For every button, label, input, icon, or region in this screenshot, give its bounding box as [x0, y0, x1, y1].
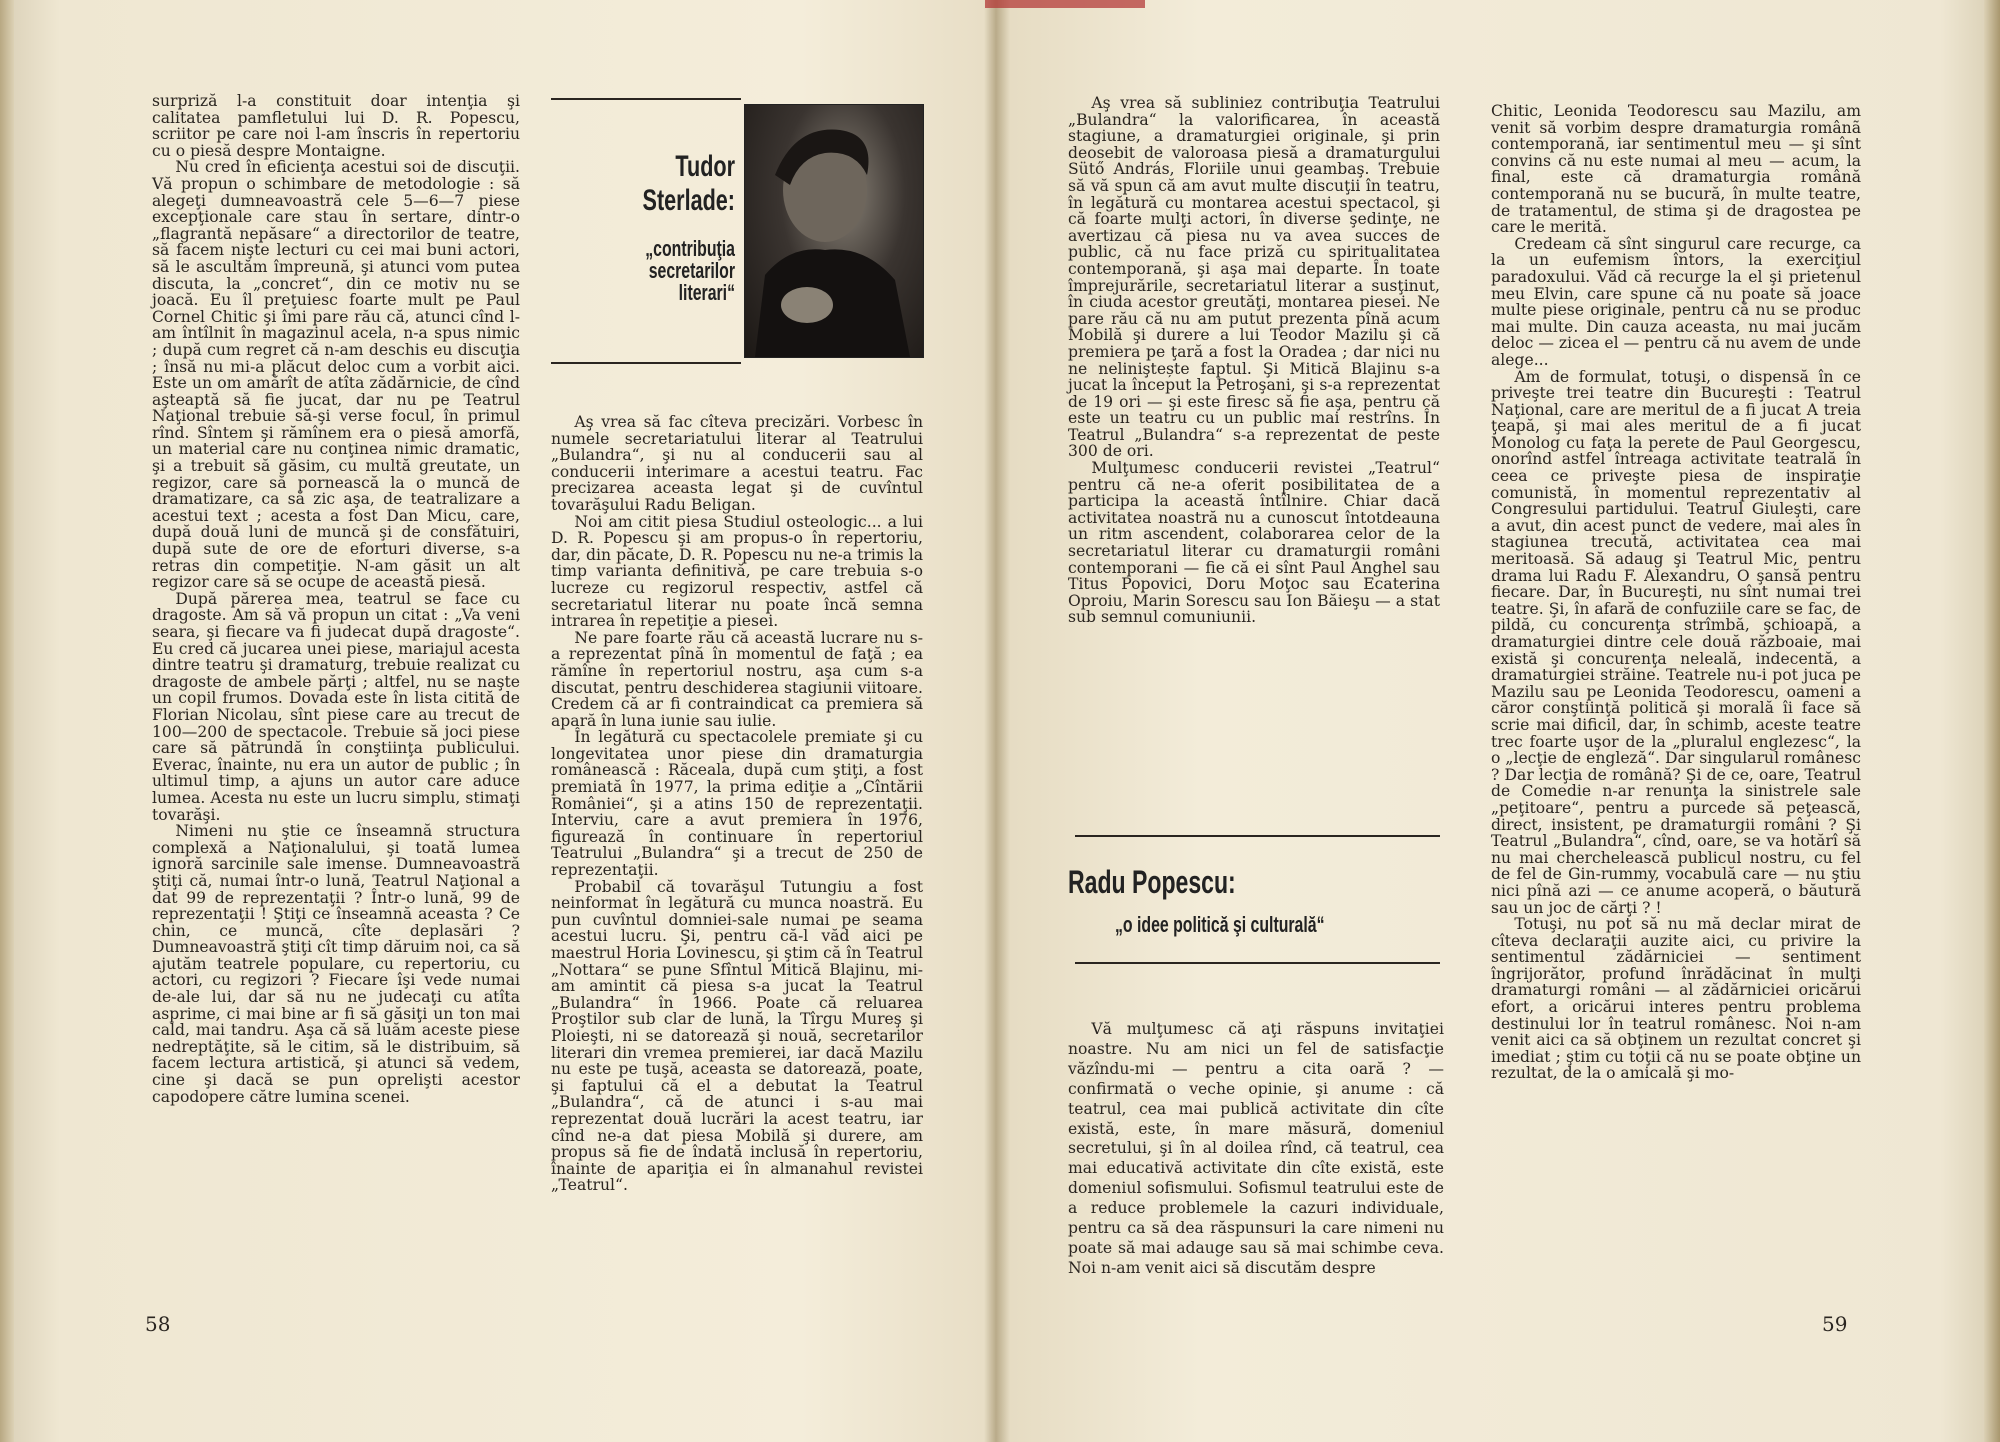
page-number-right: 59: [1822, 1312, 1848, 1336]
paragraph: Totuşi, nu pot să nu mă declar mirat de cîteva declaraţii auzite aici, cu privire la sentimentul zădărniciei — sentiment îngrijorător, profund înrădăcinat în mulţi dramaturgi români — al zădărniciei oricărui efort, a oricărui interes pentru problema destinului lor în teatrul românesc. Noi n-am venit aici ca să obţinem un rezultat concret şi imediat ; ştim cu toţii că nu se poate obţine un rezultat, de la o amicală şi mo-: [1491, 915, 1861, 1083]
book-edge-right: [1984, 0, 2000, 1442]
rule-bottom: [551, 362, 741, 364]
paragraph: Vă mulţumesc că aţi răspuns invitaţiei noastre. Nu am nici un fel de satisfacţie văzîndu-mi — pentru a cita oară ? — confirmată o veche opinie, şi anume : că teatrul, cea mai publică activitate din cîte există, este, în mare măsură, domeniul secretului, şi în al doilea rînd, că teatrul, cea mai educativă activitate din cîte există, este domeniul sofismului. Sofismul teatrului este de a reduce problemele la cazuri individuale, pentru ca să dea răspunsuri la care nimeni nu poate să mai adauge sau să mai schimbe ceva. Noi n-am venit aici să discutăm despre: [1068, 1020, 1444, 1277]
paragraph: Noi am citit piesa Studiul osteologic... a lui D. R. Popescu şi am propus-o în repertoriu, dar, din păcate, D. R. Popescu nu ne-a trimis la timp varianta definitivă, pe care trebuia s-o lucreze cu regizorul respectiv, astfel că secretariatul literar nu poate încă semna intrarea în repetiţie a piesei.: [551, 512, 923, 631]
paragraph: După părerea mea, teatrul se face cu dragoste. Am să vă propun un citat : „Va veni seara, şi fiecare va fi judecat după dragoste“. Eu cred că jucarea unei piese, mariajul acesta dintre teatru şi dramaturg, trebuie realizat cu dragoste de ambele părţi ; altfel, nu se naşte un copil frumos. Dovada este în lista citită de Florian Nicolau, sînt piese care au trecut de 100—200 de spectacole. Trebuie să joci piese care să pătrundă în conştiinţa publicului. Everac, înainte, nu era un autor de public ; în ultimul timp, a ajuns un autor care aduce lumea. Acesta nu este un lucru simplu, stimaţi tovarăşi.: [152, 589, 520, 824]
right-column-1-lower: [1068, 1020, 1444, 1279]
rule-bottom-right: [1075, 962, 1440, 964]
paragraph: Aş vrea să fac cîteva precizări. Vorbesc în numele secretariatului literar al Teatrului „Bulandra“, şi nu al conducerii sau al conducerii interimare a acestui teatru. Fac precizarea aceasta legat şi de cuvîntul tovarăşului Radu Beligan.: [551, 413, 923, 514]
portrait-photo: [744, 104, 924, 358]
paragraph: surpriză l-a constituit doar intenţia şi calitatea pamfletului lui D. R. Popescu, scriitor pe care noi l-am înscris în repertoriu cu o piesă despre Montaigne.: [152, 92, 520, 160]
heading-radu-popescu: Radu Popescu:: [1068, 864, 1236, 900]
paragraph: Chitic, Leonida Teodorescu sau Mazilu, am venit să vorbim despre dramaturgia românã contemporană, iar sentimentul meu — şi sînt convins că nu este numai al meu — acum, la final, este că dramaturgia română contemporană nu se bucură, în multe teatre, de tratamentul, de stima şi de dragostea pe care le merită.: [1491, 102, 1861, 237]
rule-top-right: [1075, 835, 1440, 837]
left-column-1: [152, 93, 520, 1105]
page-number-left: 58: [145, 1312, 171, 1336]
paragraph: Probabil că tovarăşul Tutungiu a fost neinformat în legătură cu munca noastră. Eu pun cuvîntul domniei-sale numai pe seama acestui lucru. Şi, pentru că-l văd aici pe maestrul Horia Lovinescu, şi ştim că în Teatrul „Nottara“ se pune Sfîntul Mitică Blajinu, mi-am amintit că piesa s-a jucat la Teatrul „Bulandra“ în 1966. Poate că reluarea Proştilor sub clar de lună, la Tîrgu Mureş şi Ploieşti, ni se datorează şi nouă, secretarilor literari din vremea premierei, iar dacă Mazilu nu este pe tuşă, aceasta se datorează, poate, şi faptului că el a debutat la Teatrul „Bulandra“, că de atunci i s-au mai reprezentat două lucrări la acest teatru, iar cînd ne-a dat piesa Mobilă şi durere, am propus să fie de îndată inclusă în repertoriu, înainte de apariţia ei în almanahul revistei „Teatrul“.: [551, 877, 923, 1195]
paragraph: În legătură cu spectacolele premiate şi cu longevitatea unor piese din dramaturgia românească : Răceala, după cum ştiţi, a fost premiată în 1977, la prima ediţie a „Cîntării României“, şi a atins 150 de reprezentaţii. Interviu, care a avut premiera în 1976, figurează în continuare în repertoriul Teatrului „Bulandra“ şi a trecut de 250 de reprezentaţii.: [551, 728, 923, 880]
subheading-radu-popescu: „o idee politică şi culturală“: [1115, 912, 1325, 937]
left-column-2: [551, 414, 923, 1194]
paragraph: Credeam că sînt singurul care recurge, ca la un eufemism întors, la exerciţiul paradoxului. Văd că recurge la el şi prietenul meu Elvin, care spune că nu poate să joace multe piese originale, pentru că nu se produc mai multe. Din cauza aceasta, nu mai jucăm deloc — zicea el — pentru că nu avem de unde alege...: [1491, 234, 1861, 369]
paragraph: Am de formulat, totuşi, o dispensă în ce priveşte trei teatre din Bucureşti : Teatrul Naţional, care are meritul de a fi jucat A treia ţeapă, şi mai ales meritul de a fi jucat Monolog cu faţa la perete de Paul Georgescu, onorînd astfel întreaga activitate teatrală în ceea ce priveşte piesa de inspiraţie comunistă, în momentul reprezentativ al Congresului partidului. Teatrul Giuleşti, care a avut, din acest punct de vedere, mai ales în stagiunea trecută, activitatea cea mai meritoasă. Să adaug şi Teatrul Mic, pentru drama lui Radu F. Alexandru, O şansă pentru fiecare. Dar, în Bucureşti, nu sînt numai trei teatre. Şi, în afară de confuziile care se fac, de pildă, cu concurenţa strîmbă, şchioapă, a dramaturgiei dintre cele două războaie, mai există şi concurenţa neleală, indecentă, a dramaturgiei străine. Teatrele nu-i pot juca pe Mazilu sau pe Leonida Teodorescu, oameni a căror conştiinţă politică şi morală îi face să scrie mai dificil, dar, în schimb, aceste teatre trec foarte uşor de la „pluralul englezesc“, la o „lecţie de engleză“. Dar singularul românesc ? Dar lecţia de română? Şi de ce, oare, Teatrul de Comedie n-ar renunţa la sinistrele sale „peţitoare“, pentru a purcede să peţească, direct, insistent, pe dramaturgii români ? Şi Teatrul „Bulandra“, cînd, oare, se va hotărî să nu mai cherchelească publicul nostru, cu fel de fel de Gin-rummy, vocabulă care — nu ştiu nici pînă azi — ce anume acoperă, o băutură sau un joc de cărţi ? !: [1491, 367, 1861, 917]
portrait-silhouette: [745, 105, 923, 357]
paragraph: Nimeni nu ştie ce înseamnă structura complexă a Naţionalului, şi toată lumea ignoră sarcinile sale imense. Dumneavoastră ştiţi că, numai într-o lună, Teatrul Naţional a dat 99 de reprezentaţii ? Într-o lună, 99 de reprezentaţii ! Ştiţi ce înseamnă aceasta ? Ce chin, ce muncă, cîte deplasări ? Dumneavoastră ştiţi cît timp dăruim noi, ca să ajutăm teatrele populare, cu repertoriu, cu actori, cu regizori ? Fiecare îşi vede numai de-ale lui, dar să nu ne judecaţi cu atîta asprime, ci mai bine ar fi să găsiţi un ton mai cald, mai tandru. Aşa că să luăm aceste piese nedreptăţite, să le citim, să le distribuim, să facem lectura artistică, şi atunci să vedem, cine şi dacă se pun oprelişti acestor capodopere către lumina scenei.: [152, 822, 520, 1106]
right-column-2: [1491, 103, 1861, 1082]
right-column-1: [1068, 95, 1440, 626]
paragraph: Mulţumesc conducerii revistei „Teatrul“ pentru că ne-a oferit posibilitatea de a participa la această întîlnire. Chiar dacă activitatea noastră nu a cunoscut întotdeauna un ritm ascendent, colaborarea celor de la secretariatul literar cu dramaturgii români contemporani — fie că ei sînt Paul Anghel sau Titus Popovici, Doru Moţoc sau Ecaterina Oproiu, Marin Sorescu sau Ion Băieşu — a stat sub semnul comuniunii.: [1068, 459, 1440, 627]
binding-ribbon: [985, 0, 1145, 8]
subheading-tudor-sterlade: „contribuţia secretarilor literari“: [645, 236, 735, 305]
paragraph: Aş vrea să subliniez contribuţia Teatrului „Bulandra“ la valorificarea, în această stagiune, a dramaturgiei originale, şi prin deosebit de valoroasa piesă a dramaturgului Sütő András, Floriile unui geambaş. Trebuie să vă spun că am avut multe discuţii în teatru, în legătură cu montarea acestui spectacol, şi că foarte mulţi actori, în diverse şedinţe, ne avertizau că piesa nu va avea succes de public, că nu face priză cu spiritualitatea contemporană, şi aşa mai departe. În toate împrejurările, secretariatul literar a susţinut, în ciuda acestor greutăţi, montarea piesei. Ne pare rău că nu am putut prezenta pînă acum Mobilă şi durere a lui Teodor Mazilu şi că premiera pe ţară a fost la Oradea ; dar nici nu ne neliniştește faptul. Şi Mitică Blajinu s-a jucat la început la Petroşani, şi s-a reprezentat de 19 ori — şi este firesc să fie aşa, pentru că este un teatru cu un public mai restrîns. În Teatrul „Bulandra“ s-a reprezentat de peste 300 de ori.: [1068, 94, 1440, 461]
book-edge-left: [0, 0, 14, 1442]
heading-tudor-sterlade: Tudor Sterlade:: [642, 150, 735, 217]
rule-top: [551, 98, 741, 100]
paragraph: Nu cred în eficienţa acestui soi de discuţii. Vă propun o schimbare de metodologie : să alegeţi dumneavoastră cele 5—6—7 piese excepţionale care stau în sertare, dintr-o „flagrantă nepăsare“ a directorilor de teatre, să facem nişte lecturi cu cei mai buni actori, să le ascultăm împreună, şi atunci vom putea discuta, la „concret“, din ce motiv nu se joacă. Eu îl preţuiesc foarte mult pe Paul Cornel Chitic şi îmi pare rău că, atunci cînd l-am întîlnit în magazinul acela, n-a spus nimic ; după cum regret că n-am deschis eu discuţia ; însă nu mi-a plăcut deloc cum a vorbit aici. Este un om amărît de atîta zădărnicie, de cînd aşteaptă să fie jucat, dar nu pe Teatrul Naţional trebuie să-şi verse focul, în primul rînd. Sîntem şi rămînem era o piesă amorfă, un material care nu conţinea nimic dramatic, şi a trebuit să găsim, cu multă greutate, un regizor, care să pornească la o muncă de dramatizare, ca să zic aşa, de teatralizare a acestui text ; acesta a fost Dan Micu, care, după două luni de muncă şi de consfătuiri, după sute de ore de eforturi diverse, s-a retras din competiţie. N-am găsit un alt regizor care să se ocupe de această piesă.: [152, 158, 520, 592]
paragraph: Ne pare foarte rău că această lucrare nu s-a reprezentat pînă în momentul de faţă ; ea rămîne în repertoriul nostru, aşa cum s-a discutat, pentru deschiderea stagiunii viitoare. Credem că ar fi contraindicat ca premiera să apară în luna iunie sau iulie.: [551, 628, 923, 730]
